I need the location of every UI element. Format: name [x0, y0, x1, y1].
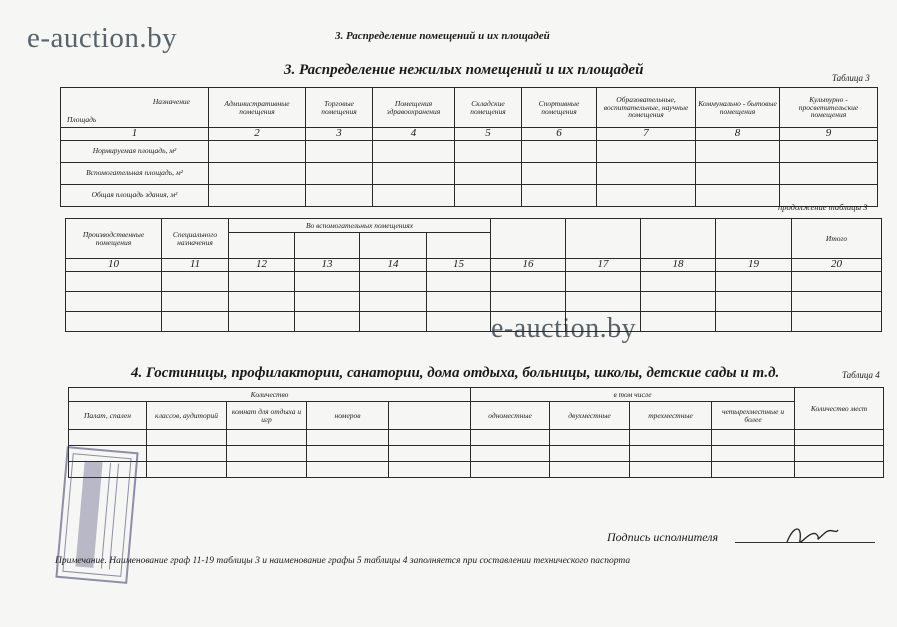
table4-title: 4. Гостиницы, профилактории, санатории, дома отдыха, больницы, школы, детские сады и т.д. [131, 365, 780, 381]
row-label: Вспомогательная площадь, м² [61, 162, 209, 184]
col-header: четырехместные и более [712, 402, 795, 430]
table3-continued [65, 218, 882, 332]
row-label: Общая площадь здания, м² [61, 184, 209, 206]
col-number: 10 [66, 259, 162, 272]
col-number: 12 [229, 259, 295, 272]
table4 [68, 387, 884, 478]
col-header: Спортивные помещения [522, 88, 597, 128]
signature-mark-icon [782, 520, 842, 550]
col-number: 16 [491, 259, 566, 272]
col-header: Коммунально - бытовые помещения [696, 88, 780, 128]
group-header: в том числе [471, 388, 795, 402]
footnote: Примечание. Наименование граф 11-19 таблицы 3 и наименование графы 5 таблицы 4 заполняется при составлении технического паспорта [55, 556, 631, 566]
row-label: Нормируемая площадь, м² [61, 140, 209, 162]
col-header: Итого [792, 219, 882, 259]
col-number: 4 [373, 128, 455, 141]
col-header: Административные помещения [209, 88, 306, 128]
col-header: Складские помещения [455, 88, 522, 128]
corner-cell [61, 88, 209, 128]
col-header: одноместные [471, 402, 550, 430]
col-header: Культурно - просветительские помещения [780, 88, 878, 128]
col-header: двухместные [550, 402, 630, 430]
col-number: 7 [597, 128, 696, 141]
col-number: 19 [716, 259, 792, 272]
col-header: классов, аудиторий [147, 402, 227, 430]
group-header: Во вспомогательных помещениях [229, 219, 491, 233]
table3-continuation: продолжение таблицы 3 [778, 202, 868, 212]
col-header [389, 402, 471, 430]
col-header: Количество мест [795, 388, 884, 430]
corner-top: Назначение [152, 97, 190, 106]
col-number: 15 [427, 259, 491, 272]
col-header: Производственные помещения [66, 219, 162, 259]
col-number: 11 [162, 259, 229, 272]
page-header: 3. Распределение помещений и их площадей [335, 30, 550, 42]
col-header: комнат для отдыха и игр [227, 402, 307, 430]
col-header: номеров [307, 402, 389, 430]
official-stamp [22, 440, 172, 590]
col-number: 20 [792, 259, 882, 272]
watermark: e-auction.by [491, 313, 637, 344]
col-number: 9 [780, 128, 878, 141]
col-number: 5 [455, 128, 522, 141]
col-number: 17 [566, 259, 641, 272]
col-number: 13 [295, 259, 360, 272]
col-header: Палат, спален [69, 402, 147, 430]
col-number: 2 [209, 128, 306, 141]
col-number: 8 [696, 128, 780, 141]
col-header: Специального назначения [162, 219, 229, 259]
table3 [60, 87, 878, 207]
col-number: 1 [61, 128, 209, 141]
col-header: Торговые помещения [306, 88, 373, 128]
col-header: трехместные [630, 402, 712, 430]
col-number: 3 [306, 128, 373, 141]
table3-label: Таблица 3 [832, 73, 870, 83]
col-number: 6 [522, 128, 597, 141]
table3-title: 3. Распределение нежилых помещений и их площадей [284, 62, 644, 78]
col-header: Помещения здравоохранения [373, 88, 455, 128]
col-header: Образовательные, воспитательные, научные помещения [597, 88, 696, 128]
table4-label: Таблица 4 [842, 370, 880, 380]
watermark: e-auction.by [27, 22, 178, 54]
corner-bottom: Площадь [67, 115, 97, 125]
signature-label: Подпись исполнителя [607, 530, 719, 544]
group-header: Количество [69, 388, 471, 402]
col-number: 18 [641, 259, 716, 272]
col-number: 14 [360, 259, 427, 272]
